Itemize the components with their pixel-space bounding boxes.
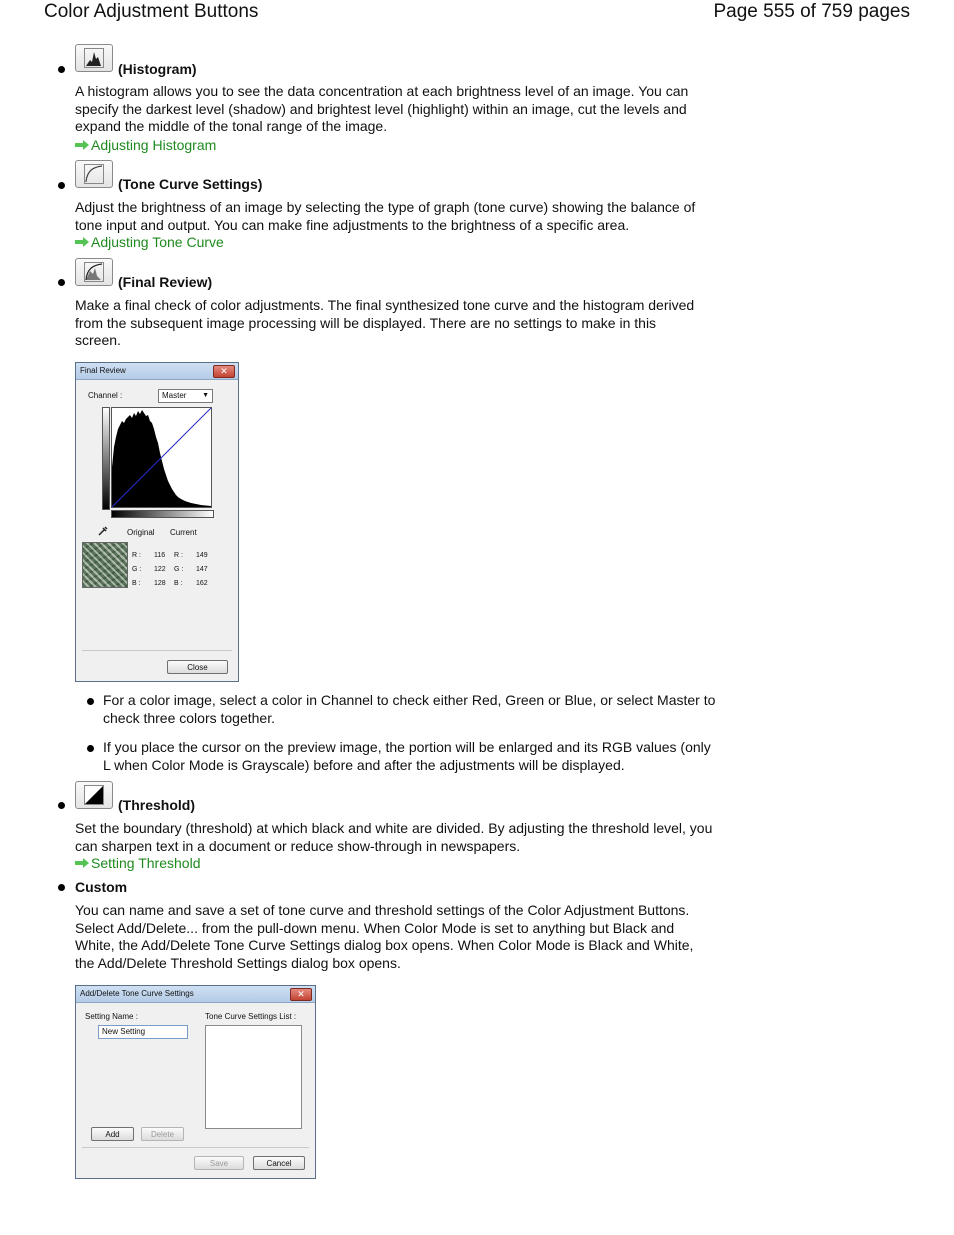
dialog-close-icon[interactable]: ✕ <box>213 365 235 378</box>
dialog-close-icon[interactable]: ✕ <box>290 988 312 1001</box>
current-r-value: 149 <box>196 552 208 559</box>
original-label: Original <box>127 528 155 537</box>
setting-name-label: Setting Name : <box>85 1012 138 1021</box>
bullet <box>58 66 65 73</box>
threshold-heading: (Threshold) <box>118 797 195 813</box>
delete-button[interactable]: Delete <box>141 1127 184 1141</box>
final-review-heading: (Final Review) <box>118 274 213 290</box>
adjusting-tone-curve-link[interactable]: Adjusting Tone Curve <box>75 234 224 250</box>
tone-curve-icon <box>84 164 104 184</box>
dropdown-caret-icon: ▼ <box>202 392 209 399</box>
settings-list-label: Tone Curve Settings List : <box>205 1012 297 1021</box>
histogram-description: A histogram allows you to see the data concentration at each brightness level of an image. You can specify the darkest level (shadow) and brightest level (highlight) within an image, cut the levels and expand the middle of the tonal range of the image. <box>75 83 689 135</box>
channel-label: Channel : <box>88 391 123 400</box>
settings-list[interactable] <box>205 1025 302 1129</box>
adjusting-histogram-link[interactable]: Adjusting Histogram <box>75 137 216 153</box>
add-delete-tone-curve-dialog <box>75 985 316 1179</box>
eyedropper-icon <box>98 526 108 536</box>
bullet <box>58 802 65 809</box>
bullet <box>58 279 65 286</box>
close-button[interactable]: Close <box>167 660 228 674</box>
setting-threshold-link[interactable]: Setting Threshold <box>75 855 200 871</box>
arrow-right-icon <box>75 140 89 150</box>
current-g-value: 147 <box>196 566 208 573</box>
original-g-label: G : <box>132 566 142 573</box>
add-button[interactable]: Add <box>91 1127 134 1141</box>
histogram-button[interactable] <box>75 44 113 72</box>
current-g-label: G : <box>174 566 184 573</box>
histogram-icon <box>84 48 104 68</box>
current-r-label: R : <box>174 552 183 559</box>
current-b-value: 162 <box>196 580 208 587</box>
page-title: Color Adjustment Buttons <box>44 1 259 22</box>
preview-note: If you place the cursor on the preview image, the portion will be enlarged and its RGB values (only L when Color Mode is Grayscale) before and after the adjustments will be displayed. <box>103 739 711 773</box>
final-review-dialog <box>75 362 239 682</box>
channel-select[interactable]: Master ▼ <box>158 389 213 403</box>
sub-bullet <box>87 745 94 752</box>
custom-heading: Custom <box>75 879 128 895</box>
histogram-graph <box>111 407 212 508</box>
threshold-button[interactable] <box>75 781 113 809</box>
histogram-heading: (Histogram) <box>118 61 197 77</box>
original-b-label: B : <box>132 580 141 587</box>
dialog-title-bar <box>76 363 238 380</box>
tone-curve-settings-button[interactable] <box>75 160 113 188</box>
final-review-description: Make a final check of color adjustments. The final synthesized tone curve and the histogram derived from the subsequent image processing will be displayed. There are no settings to make in this screen. <box>75 297 695 349</box>
final-review-icon <box>84 262 104 282</box>
bullet <box>58 182 65 189</box>
channel-note: For a color image, select a color in Channel to check either Red, Green or Blue, or select Master to check three colors together. <box>103 692 716 726</box>
threshold-icon <box>84 785 104 805</box>
save-button[interactable]: Save <box>194 1156 244 1170</box>
output-gradient-bar <box>102 407 110 510</box>
sub-bullet <box>87 698 94 705</box>
setting-name-input[interactable]: New Setting <box>98 1025 188 1039</box>
dialog-title: Final Review <box>80 366 126 375</box>
current-b-label: B : <box>174 580 183 587</box>
page-number: Page 555 of 759 pages <box>713 1 910 22</box>
original-r-label: R : <box>132 552 141 559</box>
original-r-value: 116 <box>154 552 166 559</box>
threshold-description: Set the boundary (threshold) at which black and white are divided. By adjusting the threshold level, you can sharpen text in a document or reduce show-through in newspapers. <box>75 820 713 854</box>
custom-description: You can name and save a set of tone curve and threshold settings of the Color Adjustment Buttons. Select Add/Delete... from the pull-down menu. When Color Mode is set to anything but Black and White, the Add/Delete Tone Curve Settings dialog box opens. When Color Mode is Black and White, the Add/Delete Threshold Settings dialog box opens. <box>75 902 694 972</box>
tone-curve-heading: (Tone Curve Settings) <box>118 176 263 192</box>
dialog-separator <box>82 1147 309 1148</box>
original-g-value: 122 <box>154 566 166 573</box>
tone-curve-description: Adjust the brightness of an image by selecting the type of graph (tone curve) showing the balance of tone input and output. You can make fine adjustments to the brightness of a specific area. <box>75 199 696 233</box>
bullet <box>58 884 65 891</box>
arrow-right-icon <box>75 858 89 868</box>
cancel-button[interactable]: Cancel <box>253 1156 305 1170</box>
arrow-right-icon <box>75 237 89 247</box>
current-label: Current <box>170 528 197 537</box>
preview-thumbnail[interactable] <box>82 542 128 588</box>
dialog-title: Add/Delete Tone Curve Settings <box>80 989 194 998</box>
input-gradient-bar <box>111 510 214 518</box>
original-b-value: 128 <box>154 580 166 587</box>
final-review-button[interactable] <box>75 258 113 286</box>
dialog-separator <box>82 650 232 651</box>
dialog-title-bar <box>76 986 315 1003</box>
